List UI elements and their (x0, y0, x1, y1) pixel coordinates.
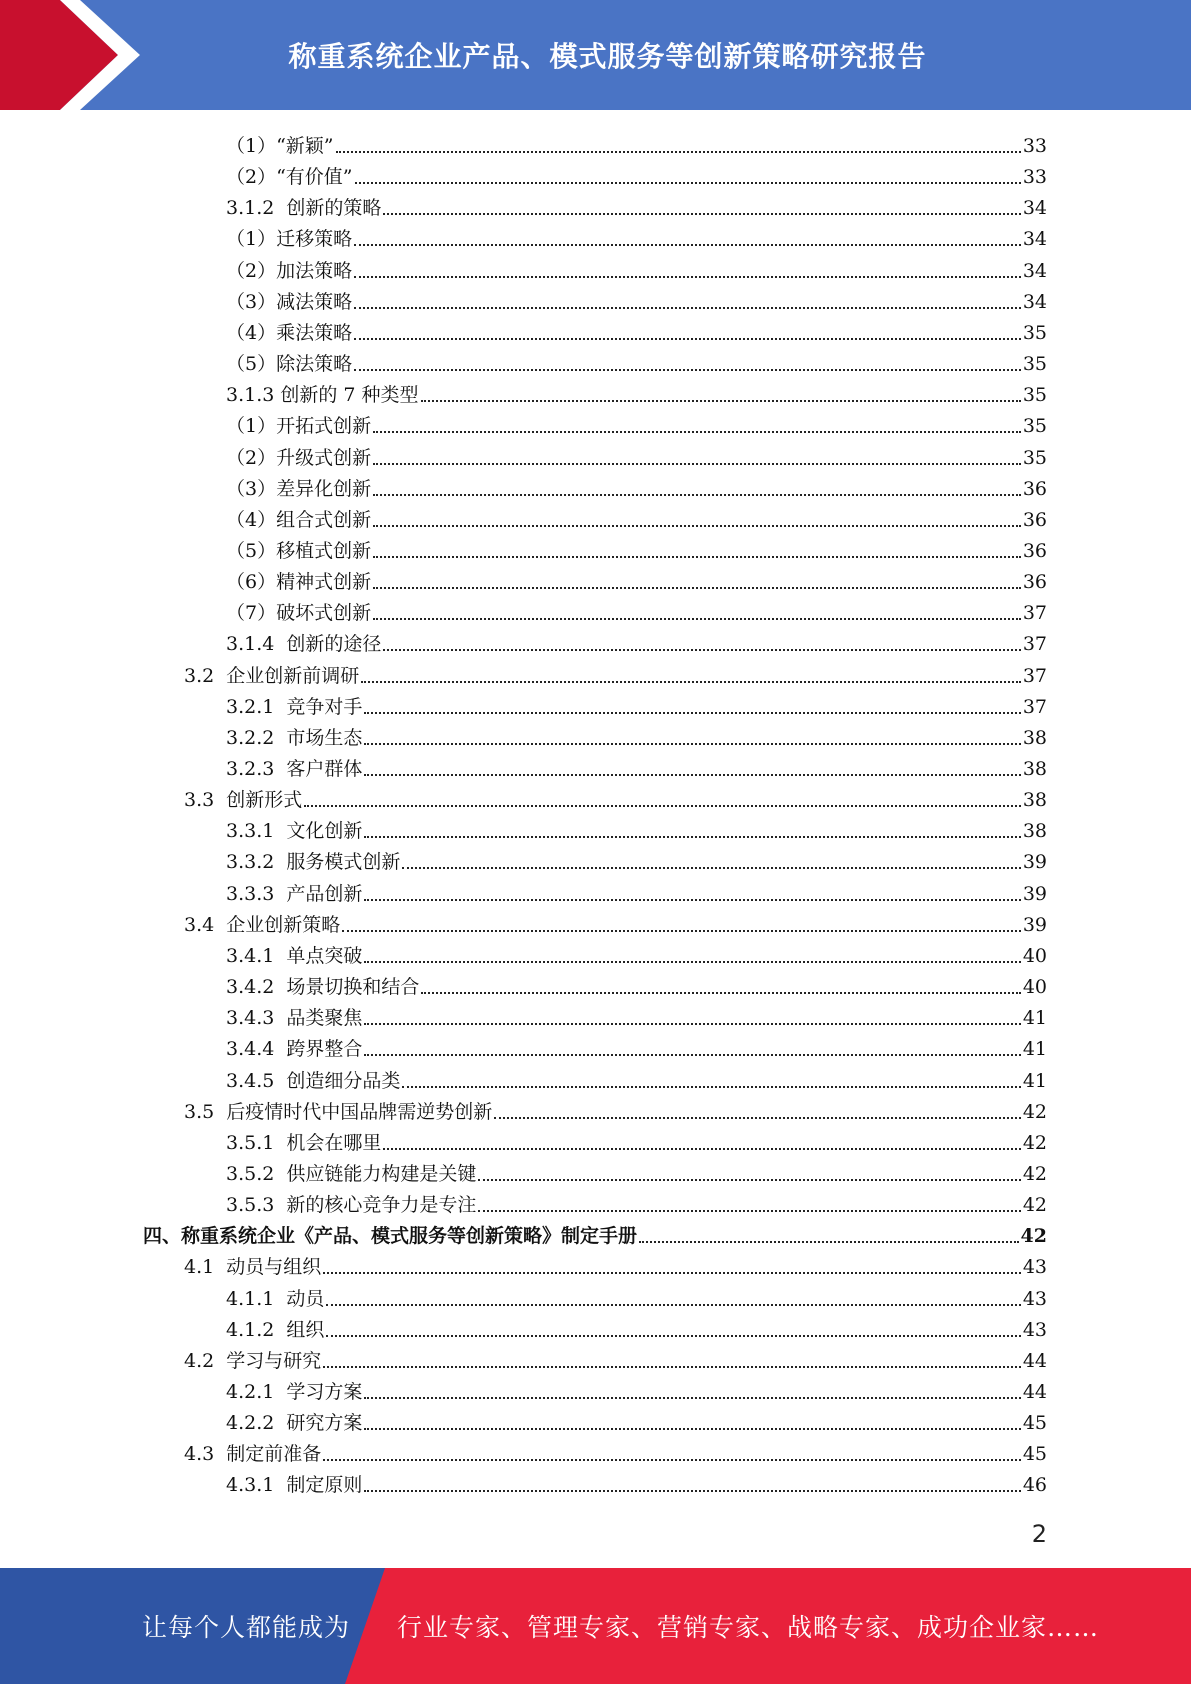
toc-entry[interactable] (226, 1155, 1047, 1186)
toc-entry-page: 36 (1022, 477, 1047, 500)
toc-dot-leader (373, 431, 1021, 433)
toc-dot-leader (402, 867, 1020, 869)
toc-entry-page: 42 (1022, 1131, 1047, 1154)
toc-entry[interactable] (184, 906, 1047, 937)
toc-entry-label: 3.4.3 品类聚焦 (226, 1007, 363, 1030)
toc-entry-label: 4.1 动员与组织 (184, 1256, 322, 1279)
toc-entry-page: 41 (1022, 1038, 1047, 1061)
toc-entry-label: 4.2.2 研究方案 (226, 1412, 363, 1435)
toc-entry-label: 3.2.1 竞争对手 (226, 695, 363, 718)
toc-entry-page: 38 (1022, 789, 1047, 812)
toc-dot-leader (478, 1179, 1020, 1181)
toc-entry-page: 34 (1022, 228, 1047, 251)
toc-entry-page: 34 (1022, 290, 1047, 313)
toc-entry-label: 3.5.1 机会在哪里 (226, 1131, 382, 1154)
toc-dot-leader (361, 681, 1021, 683)
toc-dot-leader (364, 836, 1020, 838)
toc-entry-page: 35 (1022, 446, 1047, 469)
toc-dot-leader (354, 338, 1021, 340)
toc-dot-leader (323, 1459, 1021, 1461)
toc-dot-leader (364, 1054, 1020, 1056)
toc-dot-leader (383, 1148, 1020, 1150)
toc-dot-leader (364, 961, 1020, 963)
toc-entry[interactable] (184, 1435, 1047, 1466)
toc-entry-page: 33 (1022, 135, 1047, 157)
toc-entry-label: 3.4.1 单点突破 (226, 944, 363, 967)
toc-entry-label: 3.2 企业创新前调研 (184, 664, 360, 687)
toc-entry[interactable] (143, 1217, 1047, 1248)
toc-entry-label: 四、称重系统企业《产品、模式服务等创新策略》制定手册 (143, 1225, 638, 1248)
toc-entry-page: 36 (1022, 508, 1047, 531)
toc-dot-leader (383, 213, 1020, 215)
toc-dot-leader (373, 618, 1021, 620)
toc-dot-leader (373, 494, 1021, 496)
toc-entry[interactable] (226, 1404, 1047, 1435)
toc-entry-label: （4）组合式创新 (226, 508, 372, 531)
toc-dot-leader (373, 556, 1021, 558)
toc-entry[interactable] (184, 1248, 1047, 1279)
toc-entry-label: （3）减法策略 (226, 290, 353, 313)
toc-dot-leader (421, 992, 1020, 994)
toc-entry-label: （5）移植式创新 (226, 539, 372, 562)
toc-entry-label: 4.2.1 学习方案 (226, 1381, 363, 1403)
toc-dot-leader (364, 1428, 1020, 1430)
toc-entry-label: （2）升级式创新 (226, 446, 372, 469)
toc-entry-page: 35 (1022, 384, 1047, 407)
toc-entry-label: （6）精神式创新 (226, 571, 372, 594)
toc-dot-leader (373, 587, 1021, 589)
toc-entry-page: 40 (1022, 944, 1047, 967)
toc-entry-page: 41 (1022, 1069, 1047, 1092)
toc-entry[interactable] (226, 843, 1047, 874)
toc-entry-page: 35 (1022, 321, 1047, 344)
toc-dot-leader (364, 1023, 1020, 1025)
toc-entry[interactable] (226, 470, 1047, 501)
toc-entry-label: （7）破坏式创新 (226, 602, 372, 625)
toc-entry[interactable] (226, 1030, 1047, 1061)
toc-dot-leader (478, 1210, 1020, 1212)
toc-dot-leader (323, 1366, 1021, 1368)
toc-entry[interactable] (226, 345, 1047, 376)
toc-entry-label: 3.1.4 创新的途径 (226, 633, 382, 656)
toc-entry[interactable] (226, 594, 1047, 625)
toc-entry-label: 3.5 后疫情时代中国品牌需逆势创新 (184, 1100, 493, 1123)
toc-entry-page: 46 (1022, 1474, 1047, 1497)
toc-entry-label: 3.3.3 产品创新 (226, 882, 363, 905)
toc-entry-page: 43 (1022, 1287, 1047, 1310)
toc-dot-leader (373, 463, 1021, 465)
footer-slogan-right: 行业专家、管理专家、营销专家、战略专家、成功企业家…… (397, 1613, 1100, 1642)
toc-entry-page: 38 (1022, 820, 1047, 843)
toc-dot-leader (383, 649, 1020, 651)
toc-entry-page: 37 (1022, 602, 1047, 625)
toc-entry-page: 36 (1022, 571, 1047, 594)
toc-entry[interactable] (226, 875, 1047, 906)
toc-entry-page: 45 (1022, 1412, 1047, 1435)
toc-dot-leader (342, 930, 1021, 932)
toc-dot-leader (364, 774, 1020, 776)
toc-entry-page: 36 (1022, 539, 1047, 562)
toc-dot-leader (364, 743, 1020, 745)
toc-entry-label: 3.4.5 创造细分品类 (226, 1069, 401, 1092)
toc-entry-label: 3.3.1 文化创新 (226, 820, 363, 843)
toc-entry-page: 43 (1022, 1256, 1047, 1279)
toc-dot-leader (323, 1272, 1021, 1274)
toc-entry-page: 39 (1022, 851, 1047, 874)
toc-entry[interactable] (226, 501, 1047, 532)
toc-entry[interactable] (226, 532, 1047, 563)
toc-entry[interactable] (226, 1186, 1047, 1217)
toc-dot-leader (402, 1086, 1020, 1088)
toc-dot-leader (373, 525, 1021, 527)
toc-entry-page: 40 (1022, 976, 1047, 999)
toc-dot-leader (304, 805, 1021, 807)
toc-entry[interactable] (226, 376, 1047, 407)
toc-entry-page: 38 (1022, 758, 1047, 780)
toc-entry-label: 3.1.2 创新的策略 (226, 197, 382, 220)
toc-entry-page: 42 (1022, 1100, 1047, 1123)
toc-dot-leader (326, 1335, 1020, 1337)
toc-entry-label: 3.3 创新形式 (184, 789, 303, 812)
toc-entry[interactable] (226, 968, 1047, 999)
toc-entry[interactable] (184, 657, 1047, 688)
toc-entry-page: 41 (1022, 1007, 1047, 1030)
toc-entry[interactable] (226, 407, 1047, 438)
toc-entry-label: 3.3.2 服务模式创新 (226, 851, 401, 874)
toc-entry[interactable] (226, 1062, 1047, 1093)
toc-entry-page: 35 (1022, 415, 1047, 438)
toc-dot-leader (354, 276, 1021, 278)
toc-entry[interactable] (184, 781, 1047, 812)
toc-entry[interactable] (226, 314, 1047, 345)
toc-entry[interactable] (226, 812, 1047, 843)
toc-entry-label: 3.2.2 市场生态 (226, 726, 363, 749)
toc-entry[interactable] (226, 1373, 1047, 1404)
toc-entry-label: （5）除法策略 (226, 353, 353, 376)
document-title: 称重系统企业产品、模式服务等创新策略研究报告 (288, 40, 927, 73)
toc-dot-leader (364, 712, 1020, 714)
toc-dot-leader (336, 151, 1021, 153)
toc-entry-page: 34 (1022, 197, 1047, 220)
toc-entry[interactable] (226, 719, 1047, 750)
toc-dot-leader (354, 307, 1021, 309)
toc-dot-leader (639, 1241, 1019, 1243)
toc-entry-label: 4.1.2 组织 (226, 1318, 325, 1341)
toc-entry-label: （1）迁移策略 (226, 228, 353, 251)
toc-entry-label: （2）加法策略 (226, 259, 353, 282)
toc-entry-page: 43 (1022, 1318, 1047, 1341)
toc-entry[interactable] (226, 1280, 1047, 1311)
toc-dot-leader (354, 244, 1021, 246)
toc-entry[interactable] (226, 189, 1047, 220)
toc-entry[interactable] (184, 1093, 1047, 1124)
toc-entry[interactable] (226, 252, 1047, 283)
toc-dot-leader (355, 182, 1021, 184)
toc-entry[interactable] (226, 625, 1047, 656)
toc-dot-leader (354, 369, 1021, 371)
toc-entry-page: 33 (1022, 166, 1047, 189)
toc-entry-page: 37 (1022, 695, 1047, 718)
toc-entry-label: 4.3 制定前准备 (184, 1443, 322, 1466)
toc-entry-page: 42 (1022, 1194, 1047, 1217)
toc-entry-page: 38 (1022, 726, 1047, 749)
toc-entry-label: 3.1.3 创新的 7 种类型 (226, 384, 419, 407)
toc-entry-label: （1）“新颖” (226, 135, 334, 157)
toc-entry[interactable] (226, 1466, 1047, 1497)
page-number: 2 (1031, 1520, 1047, 1548)
toc-entry-label: 3.4.2 场景切换和结合 (226, 976, 420, 999)
toc-dot-leader (364, 899, 1020, 901)
toc-entry-label: （3）差异化创新 (226, 477, 372, 500)
toc-entry-page: 39 (1022, 882, 1047, 905)
toc-entry-page: 44 (1022, 1349, 1047, 1372)
toc-entry[interactable] (226, 1311, 1047, 1342)
toc-entry[interactable] (226, 439, 1047, 470)
toc-entry[interactable] (226, 999, 1047, 1030)
header-band (0, 0, 1191, 110)
toc-entry-page: 37 (1022, 664, 1047, 687)
toc-entry-label: 3.4.4 跨界整合 (226, 1038, 363, 1061)
toc-entry-label: （1）开拓式创新 (226, 415, 372, 438)
toc-entry-page: 34 (1022, 259, 1047, 282)
toc-entry-label: 4.2 学习与研究 (184, 1349, 322, 1372)
toc-entry[interactable] (226, 158, 1047, 189)
toc-dot-leader (364, 1490, 1020, 1492)
toc-entry[interactable] (226, 1124, 1047, 1155)
toc-dot-leader (364, 1397, 1020, 1399)
toc-dot-leader (326, 1304, 1020, 1306)
toc-entry-label: 4.1.1 动员 (226, 1287, 325, 1310)
toc-entry[interactable] (226, 283, 1047, 314)
toc-entry-label: 3.4 企业创新策略 (184, 913, 341, 936)
toc-entry-page: 42 (1020, 1225, 1047, 1248)
toc-entry-label: 4.3.1 制定原则 (226, 1474, 363, 1497)
toc-entry[interactable] (226, 220, 1047, 251)
toc-entry-label: 3.5.3 新的核心竞争力是专注 (226, 1194, 477, 1217)
toc-entry-page: 42 (1022, 1162, 1047, 1185)
toc-entry-label: （4）乘法策略 (226, 321, 353, 344)
footer-slogan-left: 让每个人都能成为 (142, 1613, 351, 1642)
toc-entry-page: 44 (1022, 1381, 1047, 1403)
toc-dot-leader (421, 400, 1021, 402)
toc-entry[interactable] (226, 563, 1047, 594)
toc-dot-leader (494, 1117, 1021, 1119)
toc-entry[interactable] (184, 1342, 1047, 1373)
toc-entry[interactable] (226, 688, 1047, 719)
toc-entry-label: 3.2.3 客户群体 (226, 758, 363, 780)
toc-entry-page: 35 (1022, 353, 1047, 376)
footer-band (0, 1568, 1191, 1684)
toc-entry-page: 45 (1022, 1443, 1047, 1466)
toc-entry-label: （2）“有价值” (226, 166, 353, 189)
toc-entry[interactable] (226, 127, 1047, 158)
toc-entry[interactable] (226, 750, 1047, 781)
toc-entry-page: 37 (1022, 633, 1047, 656)
toc-entry[interactable] (226, 937, 1047, 968)
toc-entry-page: 39 (1022, 913, 1047, 936)
toc-entry-label: 3.5.2 供应链能力构建是关键 (226, 1162, 477, 1185)
